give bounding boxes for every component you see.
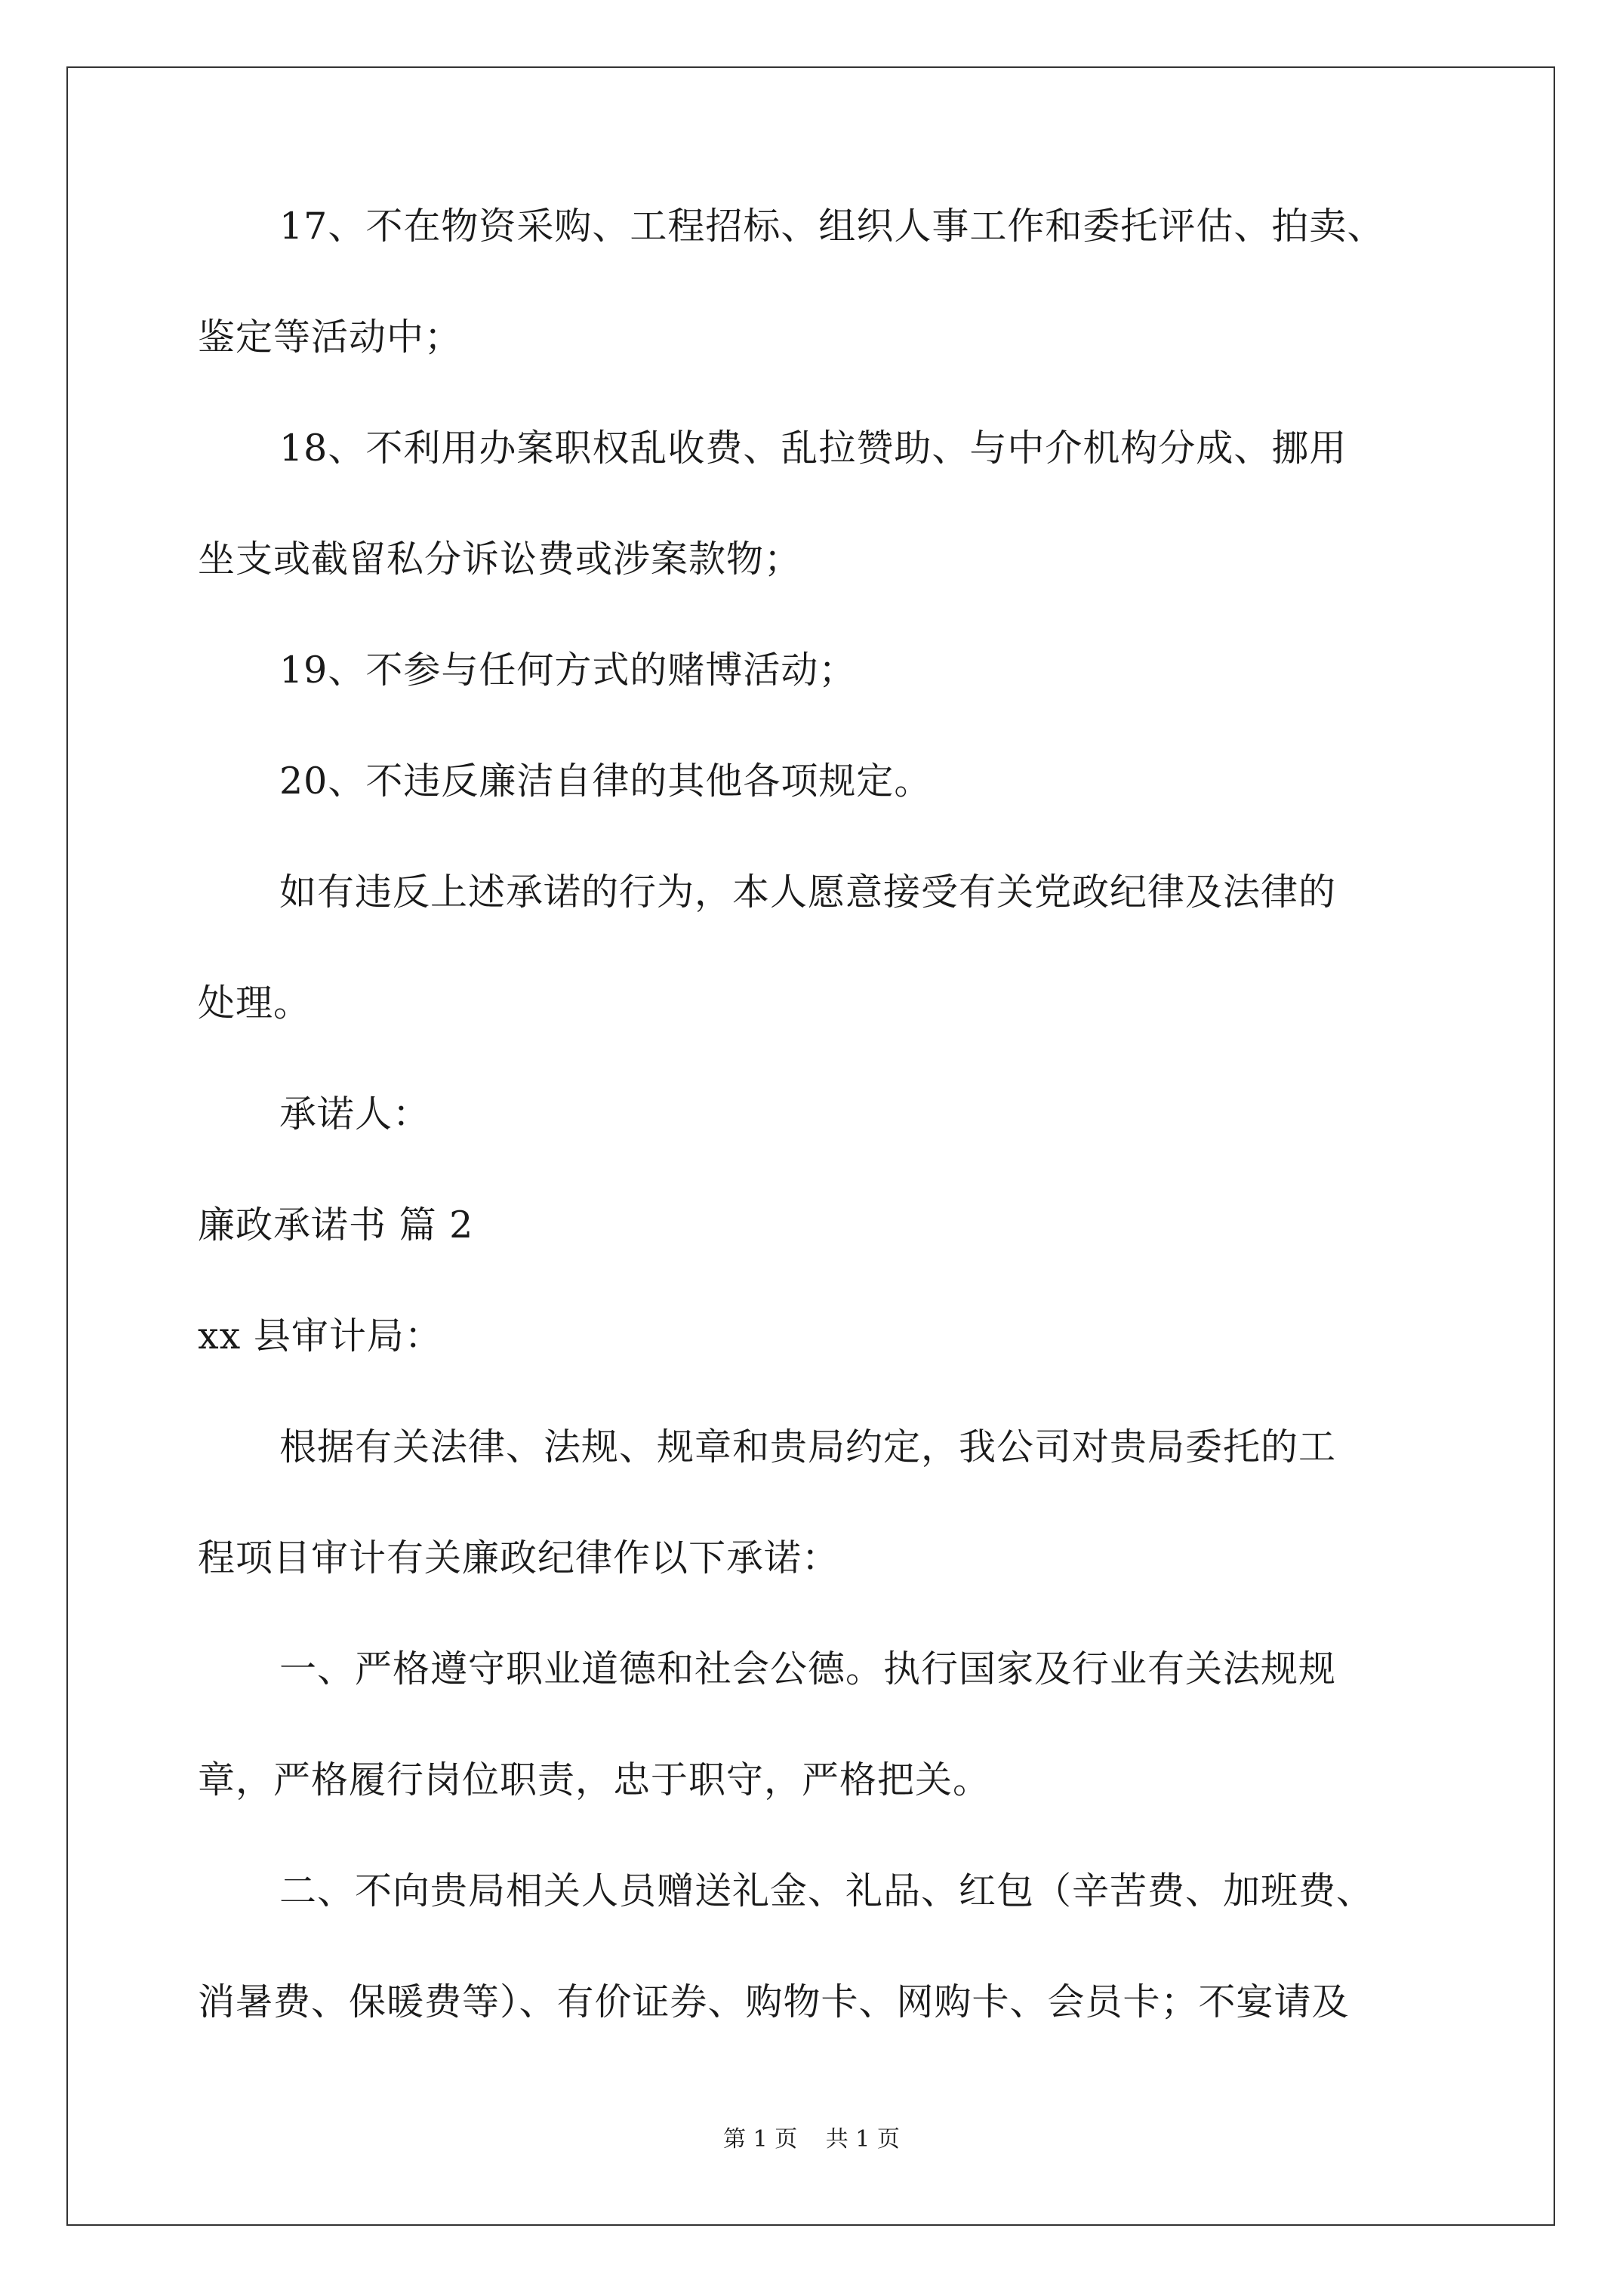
- signatory-label: 承诺人：: [279, 1093, 431, 1136]
- paragraph-line: 处理。: [198, 982, 312, 1025]
- page-footer: [0, 2120, 1623, 2153]
- paragraph-line: 如有违反上述承诺的行为，本人愿意接受有关党政纪律及法律的: [279, 871, 1337, 914]
- paragraph-line: 消暑费、保暖费等）、有价证券、购物卡、网购卡、会员卡；不宴请及: [198, 1980, 1350, 2023]
- paragraph-line: 根据有关法律、法规、规章和贵局约定，我公司对贵局委托的工: [279, 1425, 1337, 1469]
- paragraph-line: 坐支或截留私分诉讼费或涉案款物；: [198, 538, 802, 581]
- paragraph-line: 程项目审计有关廉政纪律作以下承诺：: [198, 1536, 840, 1579]
- addressee: xx 县审计局：: [198, 1314, 442, 1358]
- page-number: 第 1 页: [723, 2126, 798, 2153]
- paragraph-line: 19、不参与任何方式的赌博活动；: [279, 649, 857, 692]
- page-total: 共 1 页: [825, 2126, 900, 2153]
- section-heading: 廉政承诺书 篇 2: [198, 1203, 474, 1247]
- paragraph-line: 章，严格履行岗位职责，忠于职守，严格把关。: [198, 1758, 991, 1801]
- paragraph-line: 18、不利用办案职权乱收费、乱拉赞助、与中介机构分成、挪用: [279, 427, 1347, 470]
- paragraph-line: 鉴定等活动中；: [198, 316, 463, 359]
- paragraph-line: 一、严格遵守职业道德和社会公德。执行国家及行业有关法规规: [279, 1647, 1337, 1690]
- paragraph-line: 17、不在物资采购、工程招标、组织人事工作和委托评估、拍卖、: [279, 205, 1385, 248]
- paragraph-line: 二、不向贵局相关人员赠送礼金、礼品、红包（辛苦费、加班费、: [279, 1869, 1375, 1912]
- paragraph-line: 20、不违反廉洁自律的其他各项规定。: [279, 760, 932, 803]
